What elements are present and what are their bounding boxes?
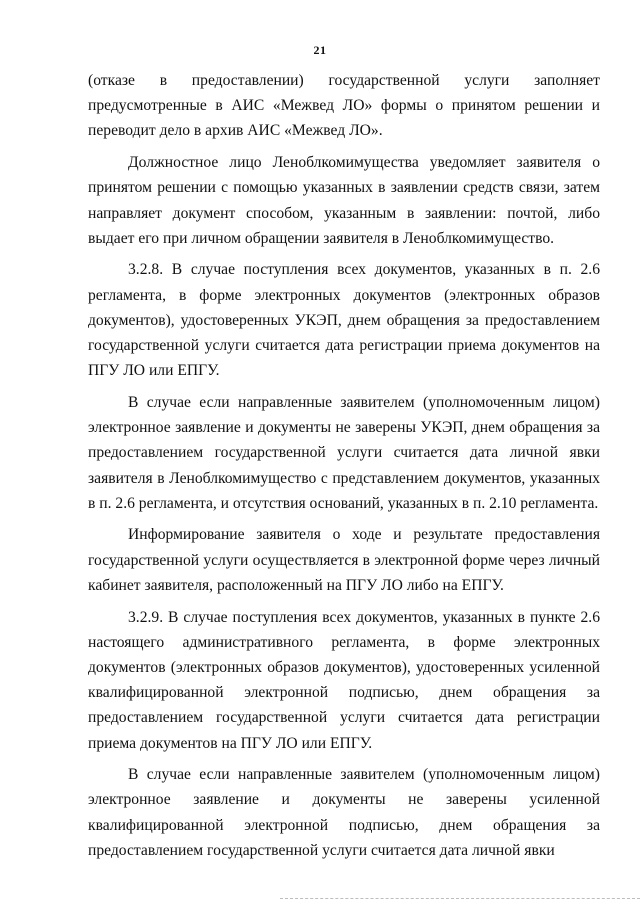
scan-edge-divider [280, 898, 640, 899]
document-body [88, 68, 600, 863]
paragraph-3-2-9: 3.2.9. В случае поступления всех документов, указанных в пункте 2.6 настоящего административного регламента, в форме электронных документов (электронных образов документов), удостоверенных усиленной квалифицированной электронной подписью, днем обращения за предоставлением государственной услуги считается дата регистрации приема документов на ПГУ ЛО или ЕПГУ. [88, 608, 600, 752]
paragraph-informing: Информирование заявителя о ходе и результате предоставления государственной услуги осуществляется в электронной форме через личный кабинет заявителя, расположенный на ПГУ ЛО либо на ЕПГУ. [88, 526, 600, 594]
paragraph-unsigned-case: В случае если направленные заявителем (уполномоченным лицом) электронное заявление и документы не заверены УКЭП, днем обращения за предоставлением государственной услуги считается дата личной явки заявителя в Леноблкомимущество с представлением документов, указанных в п. 2.6 регламента, и отсутствия оснований, указанных в п. 2.10 регламента. [88, 393, 600, 512]
paragraph-notification: Должностное лицо Леноблкомимущества уведомляет заявителя о принятом решении с помощью указанных в заявлении средств связи, затем направляет документ способом, указанным в заявлении: почтой, либо выдает его при личном обращении заявителя в Леноблкомимущество. [88, 154, 600, 247]
paragraph-3-2-8: 3.2.8. В случае поступления всех документов, указанных в п. 2.6 регламента, в форме электронных документов (электронных образов документов), удостоверенных УКЭП, днем обращения за предоставлением государственной услуги считается дата регистрации приема документов на ПГУ ЛО или ЕПГУ. [88, 261, 600, 380]
page-number: 21 [313, 43, 327, 57]
paragraph-continuation: (отказе в предоставлении) государственной услуги заполняет предусмотренные в АИС «Межвед ЛО» формы о принятом решении и переводит дело в архив АИС «Межвед ЛО». [88, 72, 600, 140]
paragraph-unsigned-case-2: В случае если направленные заявителем (уполномоченным лицом) электронное заявление и документы не заверены усиленной квалифицированной электронной подписью, днем обращения за предоставлением государственной услуги считается дата личной явки [88, 766, 600, 859]
